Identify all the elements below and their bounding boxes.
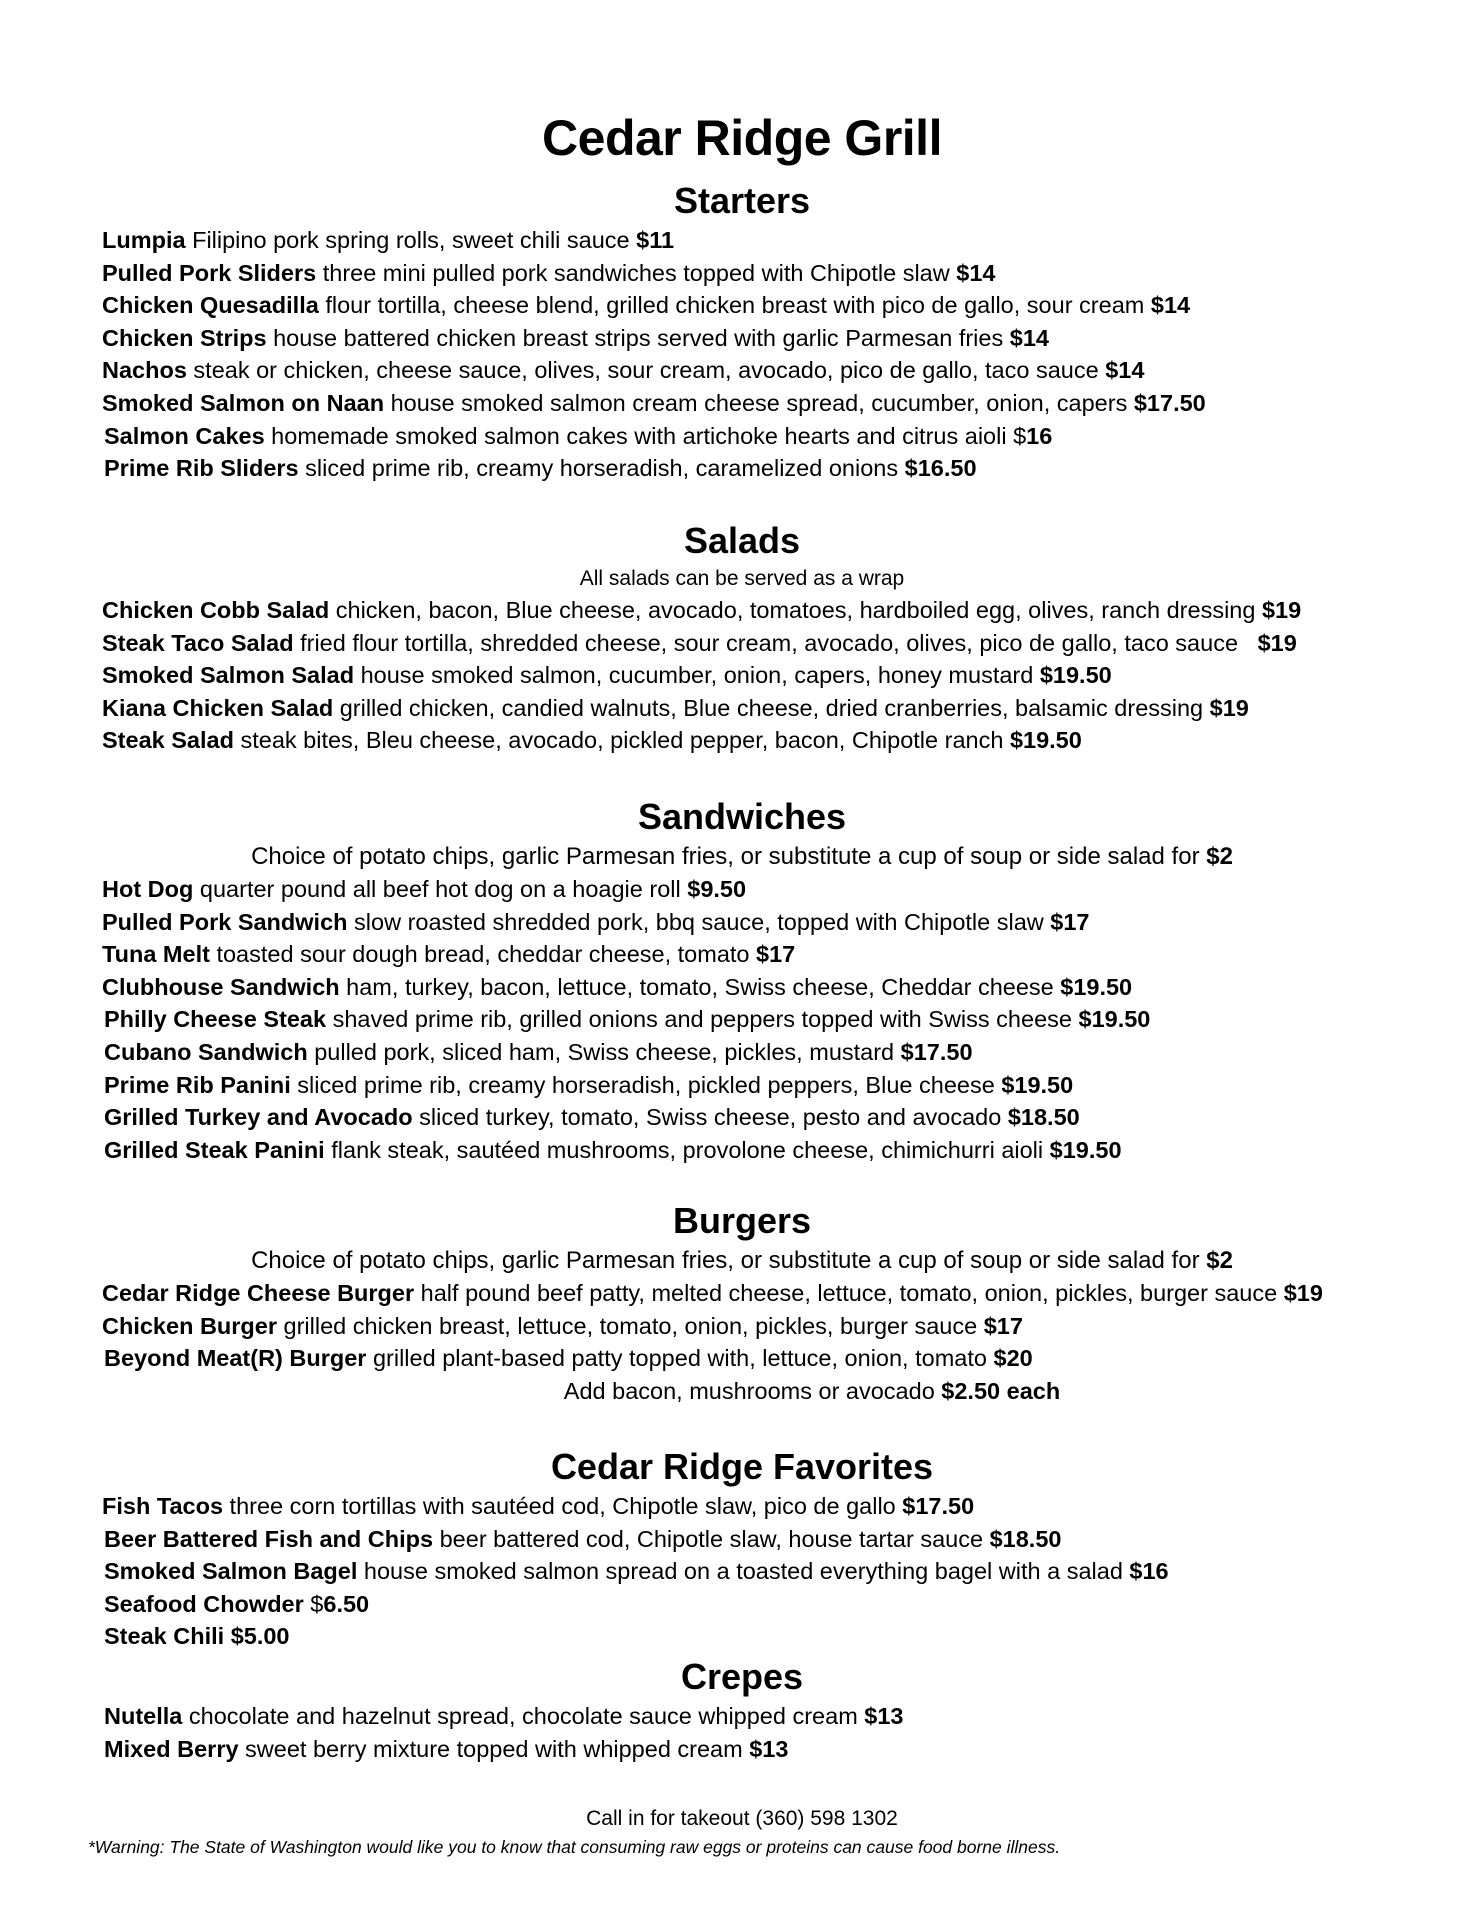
item-description: sliced prime rib, creamy horseradish, caramelized onions xyxy=(298,455,905,482)
item-name: Tuna Melt xyxy=(102,941,210,968)
item-description: steak or chicken, cheese sauce, olives, sour cream, avocado, pico de gallo, taco sauce xyxy=(186,357,1106,384)
item-name: Chicken Quesadilla xyxy=(102,292,319,319)
menu-item xyxy=(0,1003,1484,1036)
item-description: house smoked salmon cream cheese spread, cucumber, onion, capers xyxy=(384,389,1134,416)
section-burgers xyxy=(0,1198,1484,1407)
item-name: Steak Chili xyxy=(104,1623,225,1650)
item-name: Fish Tacos xyxy=(102,1493,224,1519)
item-price: $19 xyxy=(1257,629,1297,656)
menu-item xyxy=(0,1733,1484,1766)
item-description: sliced prime rib, creamy horseradish, pickled peppers, Blue cheese xyxy=(290,1071,1002,1098)
section-heading: Crepes xyxy=(680,1656,804,1697)
menu-item xyxy=(0,1588,1484,1621)
section-heading: Sandwiches xyxy=(637,796,847,837)
addon-price: $2.50 each xyxy=(941,1377,1061,1404)
item-name: Clubhouse Sandwich xyxy=(102,973,340,1000)
item-name: Smoked Salmon on Naan xyxy=(102,389,385,416)
item-description: chocolate and hazelnut spread, chocolate sauce whipped cream xyxy=(182,1703,865,1729)
item-price: $11 xyxy=(636,227,675,253)
item-description: ham, turkey, bacon, lettuce, tomato, Swiss cheese, Cheddar cheese xyxy=(339,973,1061,1000)
item-description: three mini pulled pork sandwiches topped with Chipotle slaw xyxy=(316,259,957,286)
item-price: $17 xyxy=(983,1312,1023,1339)
item-name: Nutella xyxy=(104,1703,183,1729)
item-name: Philly Cheese Steak xyxy=(104,1006,327,1033)
health-warning: *Warning: The State of Washington would like you to know that consuming raw eggs or proteins can cause food borne illness. xyxy=(88,1837,1061,1857)
item-description: house smoked salmon, cucumber, onion, capers, honey mustard xyxy=(354,662,1040,689)
item-name: Chicken Strips xyxy=(102,324,267,351)
item-price: $19 xyxy=(1209,694,1249,721)
item-price: $17.50 xyxy=(900,1038,973,1065)
menu-item xyxy=(0,938,1484,971)
item-description: beer battered cod, Chipotle slaw, house tartar sauce xyxy=(433,1525,990,1552)
section-crepes xyxy=(0,1654,1484,1765)
menu-item xyxy=(0,906,1484,939)
item-description: pulled pork, sliced ham, Swiss cheese, pickles, mustard xyxy=(307,1038,901,1065)
menu-item xyxy=(0,452,1484,485)
section-favorites xyxy=(0,1444,1484,1653)
item-price: $16.50 xyxy=(904,455,977,482)
menu-item xyxy=(0,387,1484,420)
section-heading: Cedar Ridge Favorites xyxy=(550,1446,934,1487)
menu-item xyxy=(0,1700,1484,1733)
menu-items xyxy=(0,1277,1484,1375)
item-name: Seafood Chowder xyxy=(104,1590,304,1617)
menu-item xyxy=(0,724,1484,757)
item-description: three corn tortillas with sautéed cod, Chipotle slaw, pico de gallo xyxy=(223,1493,903,1519)
note-price: $2 xyxy=(1206,1247,1233,1274)
item-price: $14 xyxy=(1105,357,1145,384)
item-name: Nachos xyxy=(102,357,187,384)
section-note xyxy=(0,1244,1484,1277)
menu-item xyxy=(0,1134,1484,1167)
item-price: 6.50 xyxy=(323,1590,370,1617)
item-description: half pound beef patty, melted cheese, lettuce, tomato, onion, pickles, burger sauce xyxy=(414,1280,1284,1306)
item-price: $19.50 xyxy=(1049,1136,1122,1163)
item-name: Beyond Meat(R) Burger xyxy=(104,1345,367,1372)
item-description: chicken, bacon, Blue cheese, avocado, tomatoes, hardboiled egg, olives, ranch dressing xyxy=(329,597,1262,623)
menu-item xyxy=(0,971,1484,1004)
item-price: $9.50 xyxy=(687,876,747,902)
menu-item xyxy=(0,659,1484,692)
item-description: homemade smoked salmon cakes with artichoke hearts and citrus aioli $ xyxy=(264,422,1027,449)
item-price: $13 xyxy=(864,1703,904,1729)
item-description: fried flour tortilla, shredded cheese, sour cream, avocado, olives, pico de gallo, taco sauce xyxy=(293,629,1258,656)
item-description: toasted sour dough bread, cheddar cheese, tomato xyxy=(209,941,757,968)
section-heading: Starters xyxy=(673,180,811,221)
item-name: Beer Battered Fish and Chips xyxy=(104,1525,434,1552)
item-name: Pulled Pork Sandwich xyxy=(102,908,348,935)
item-name: Mixed Berry xyxy=(104,1735,239,1762)
item-price: $16 xyxy=(1129,1558,1169,1585)
item-price: $19.50 xyxy=(1039,662,1112,689)
note-price: $2 xyxy=(1206,843,1233,870)
menu-items xyxy=(0,1700,1484,1765)
menu-item xyxy=(0,1101,1484,1134)
item-description: steak bites, Bleu cheese, avocado, pickled pepper, bacon, Chipotle ranch xyxy=(233,727,1010,754)
menu-item xyxy=(0,627,1484,660)
item-price: $14 xyxy=(1009,324,1049,351)
item-price: $17 xyxy=(1050,908,1090,935)
menu-item xyxy=(0,1555,1484,1588)
item-price: $19.50 xyxy=(1078,1006,1151,1033)
item-name: Cedar Ridge Cheese Burger xyxy=(102,1280,415,1306)
item-name: Prime Rib Panini xyxy=(104,1071,291,1098)
item-description: grilled chicken, candied walnuts, Blue cheese, dried cranberries, balsamic dressing xyxy=(333,694,1210,721)
item-price: $19 xyxy=(1261,597,1302,623)
item-description: shaved prime rib, grilled onions and peppers topped with Swiss cheese xyxy=(326,1006,1079,1033)
item-name: Hot Dog xyxy=(102,876,194,902)
menu-item xyxy=(0,1620,1484,1653)
section-sandwiches xyxy=(0,794,1484,1166)
item-name: Cubano Sandwich xyxy=(104,1038,308,1065)
item-price: $20 xyxy=(993,1345,1033,1372)
menu-item xyxy=(0,1069,1484,1102)
item-price: $17.50 xyxy=(1133,389,1206,416)
menu-item xyxy=(0,1310,1484,1343)
section-starters xyxy=(0,178,1484,485)
item-description: house smoked salmon spread on a toasted everything bagel with a salad xyxy=(357,1558,1130,1585)
item-price: $17.50 xyxy=(902,1493,975,1519)
item-name: Grilled Turkey and Avocado xyxy=(104,1104,413,1131)
item-description: house battered chicken breast strips served with garlic Parmesan fries xyxy=(266,324,1010,351)
menu-item xyxy=(0,354,1484,387)
menu-items xyxy=(0,224,1484,485)
menu-item xyxy=(0,322,1484,355)
restaurant-title: Cedar Ridge Grill xyxy=(542,110,942,166)
item-description: flank steak, sautéed mushrooms, provolone cheese, chimichurri aioli xyxy=(324,1136,1050,1163)
menu-item xyxy=(0,289,1484,322)
item-price: $19 xyxy=(1283,1280,1323,1306)
item-price: $17 xyxy=(756,941,796,968)
menu-item xyxy=(0,692,1484,725)
item-name: Kiana Chicken Salad xyxy=(102,694,334,721)
item-name: Pulled Pork Sliders xyxy=(102,259,317,286)
menu-items xyxy=(0,873,1484,1166)
item-description: sweet berry mixture topped with whipped cream xyxy=(238,1735,750,1762)
item-price: $19.50 xyxy=(1060,973,1133,1000)
menu-item xyxy=(0,1342,1484,1375)
item-name: Smoked Salmon Bagel xyxy=(104,1558,358,1585)
menu-item xyxy=(0,873,1484,906)
menu-item xyxy=(0,1523,1484,1556)
item-price: $14 xyxy=(956,259,996,286)
menu-item xyxy=(0,224,1484,257)
addon-text: Add bacon, mushrooms or avocado xyxy=(563,1377,942,1404)
item-description: $ xyxy=(303,1590,324,1617)
section-heading: Salads xyxy=(683,520,801,561)
item-description: grilled plant-based patty topped with, lettuce, onion, tomato xyxy=(366,1345,994,1372)
takeout-phone: Call in for takeout (360) 598 1302 xyxy=(586,1807,898,1830)
item-name: Salmon Cakes xyxy=(104,422,265,449)
menu-items xyxy=(0,1490,1484,1653)
item-description: quarter pound all beef hot dog on a hoagie roll xyxy=(193,876,688,902)
item-name: Chicken Cobb Salad xyxy=(102,597,330,623)
menu-item xyxy=(0,1036,1484,1069)
menu-item xyxy=(0,257,1484,290)
section-note: All salads can be served as a wrap xyxy=(579,567,905,590)
item-name: Prime Rib Sliders xyxy=(104,455,299,482)
burger-addon xyxy=(0,1375,1484,1408)
item-price: $19.50 xyxy=(1001,1071,1074,1098)
item-name: Grilled Steak Panini xyxy=(104,1136,325,1163)
item-name: Lumpia xyxy=(102,227,186,253)
section-note xyxy=(0,840,1484,873)
item-name: Chicken Burger xyxy=(102,1312,277,1339)
item-name: Steak Taco Salad xyxy=(102,629,294,656)
item-description: sliced turkey, tomato, Swiss cheese, pesto and avocado xyxy=(412,1104,1008,1131)
item-description: slow roasted shredded pork, bbq sauce, topped with Chipotle slaw xyxy=(347,908,1051,935)
menu-item xyxy=(0,420,1484,453)
item-description: grilled chicken breast, lettuce, tomato, onion, pickles, burger sauce xyxy=(277,1312,984,1339)
item-price: $5.00 xyxy=(230,1623,290,1650)
item-price: $14 xyxy=(1150,292,1191,319)
note-text: Choice of potato chips, garlic Parmesan fries, or substitute a cup of soup or side salad for xyxy=(251,1247,1207,1274)
item-name: Steak Salad xyxy=(102,727,234,754)
item-name: Smoked Salmon Salad xyxy=(102,662,355,689)
section-salads xyxy=(0,518,1484,757)
item-price: 16 xyxy=(1026,422,1053,449)
note-text: Choice of potato chips, garlic Parmesan fries, or substitute a cup of soup or side salad for xyxy=(251,843,1207,870)
item-price: $19.50 xyxy=(1009,727,1082,754)
item-price: $18.50 xyxy=(989,1525,1062,1552)
menu-item xyxy=(0,1277,1484,1310)
item-description: Filipino pork spring rolls, sweet chili sauce xyxy=(185,227,637,253)
item-description: flour tortilla, cheese blend, grilled chicken breast with pico de gallo, sour cream xyxy=(318,292,1151,319)
menu-item xyxy=(0,1490,1484,1523)
item-price: $18.50 xyxy=(1007,1104,1080,1131)
item-price: $13 xyxy=(749,1735,789,1762)
section-heading: Burgers xyxy=(672,1200,812,1241)
menu-items xyxy=(0,594,1484,757)
menu-item xyxy=(0,594,1484,627)
